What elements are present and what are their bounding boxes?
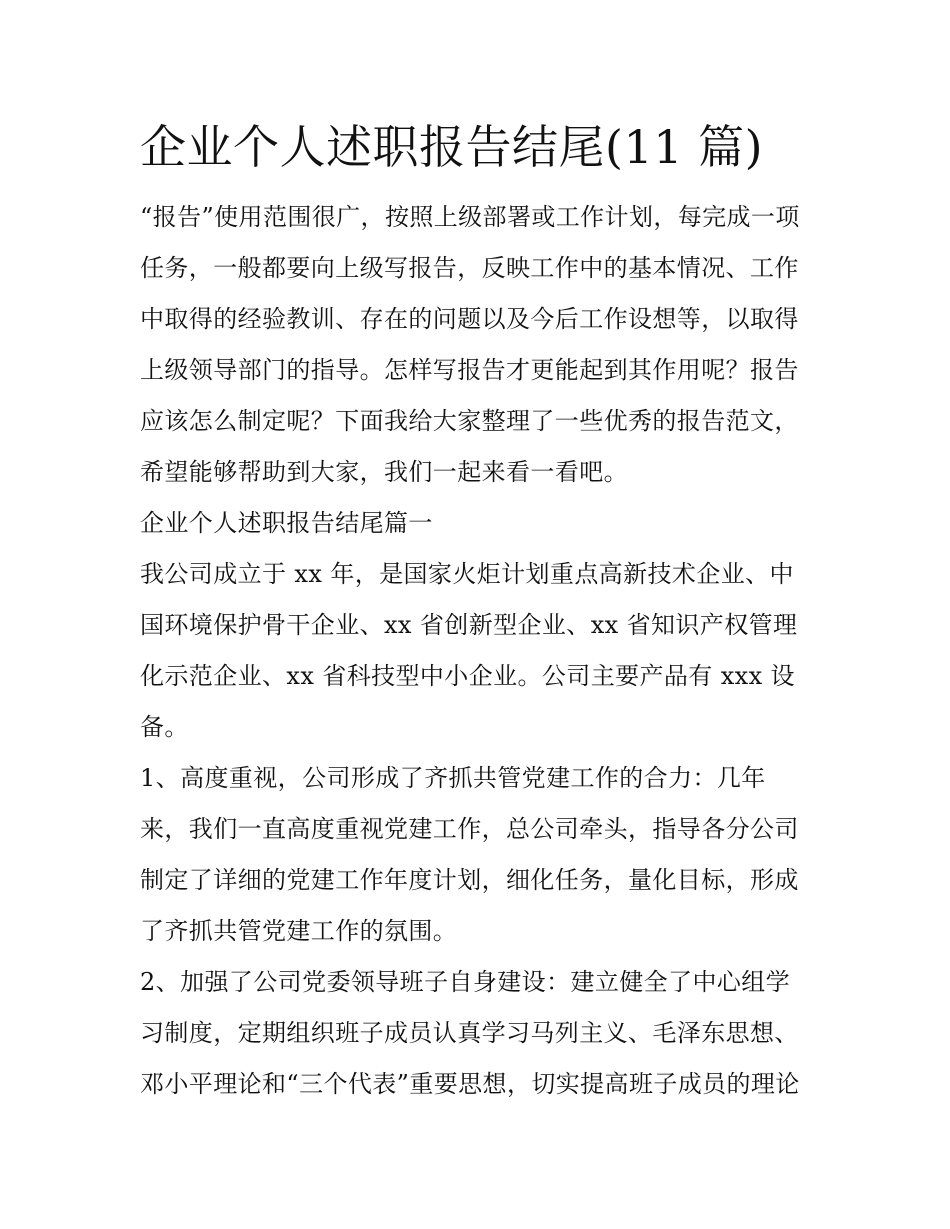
text-line: 化示范企业、xx 省科技型中小企业。公司主要产品有 xxx 设 xyxy=(140,662,795,690)
text-line: 应该怎么制定呢？下面我给大家整理了一些优秀的报告范文， xyxy=(140,407,799,435)
paragraph-company-intro xyxy=(140,549,810,753)
text-line: 我公司成立于 xx 年，是国家火炬计划重点高新技术企业、中 xyxy=(140,560,794,588)
document-body xyxy=(140,192,810,1110)
text-line: 邓小平理论和“三个代表”重要思想，切实提高班子成员的理论 xyxy=(140,1070,800,1098)
text-line: 来，我们一直高度重视党建工作，总公司牵头，指导各分公司 xyxy=(140,815,799,843)
text-line: 中取得的经验教训、存在的问题以及今后工作设想等，以取得 xyxy=(140,305,799,333)
text-line: 制定了详细的党建工作年度计划，细化任务，量化目标，形成 xyxy=(140,866,799,894)
text-line: 上级领导部门的指导。怎样写报告才更能起到其作用呢？报告 xyxy=(140,356,799,384)
paragraph-point-2 xyxy=(140,957,810,1110)
text-line: 习制度，定期组织班子成员认真学习马列主义、毛泽东思想、 xyxy=(140,1019,799,1047)
text-line: 希望能够帮助到大家，我们一起来看一看吧。 xyxy=(140,458,628,486)
text-line: 1、高度重视，公司形成了齐抓共管党建工作的合力：几年 xyxy=(140,764,766,792)
document-title: 企业个人述职报告结尾(11 篇) xyxy=(140,120,764,174)
text-line: 了齐抓共管党建工作的氛围。 xyxy=(140,917,458,945)
text-line: 备。 xyxy=(140,713,189,741)
intro-paragraph xyxy=(140,192,810,498)
paragraph-point-1 xyxy=(140,753,810,957)
text-line: 2、加强了公司党委领导班子自身建设：建立健全了中心组学 xyxy=(140,968,791,996)
section-heading: 企业个人述职报告结尾篇一 xyxy=(140,509,433,537)
text-line: “报告”使用范围很广，按照上级部署或工作计划，每完成一项 xyxy=(140,203,800,231)
text-line: 任务，一般都要向上级写报告，反映工作中的基本情况、工作 xyxy=(140,254,799,282)
text-line: 国环境保护骨干企业、xx 省创新型企业、xx 省知识产权管理 xyxy=(140,611,798,639)
